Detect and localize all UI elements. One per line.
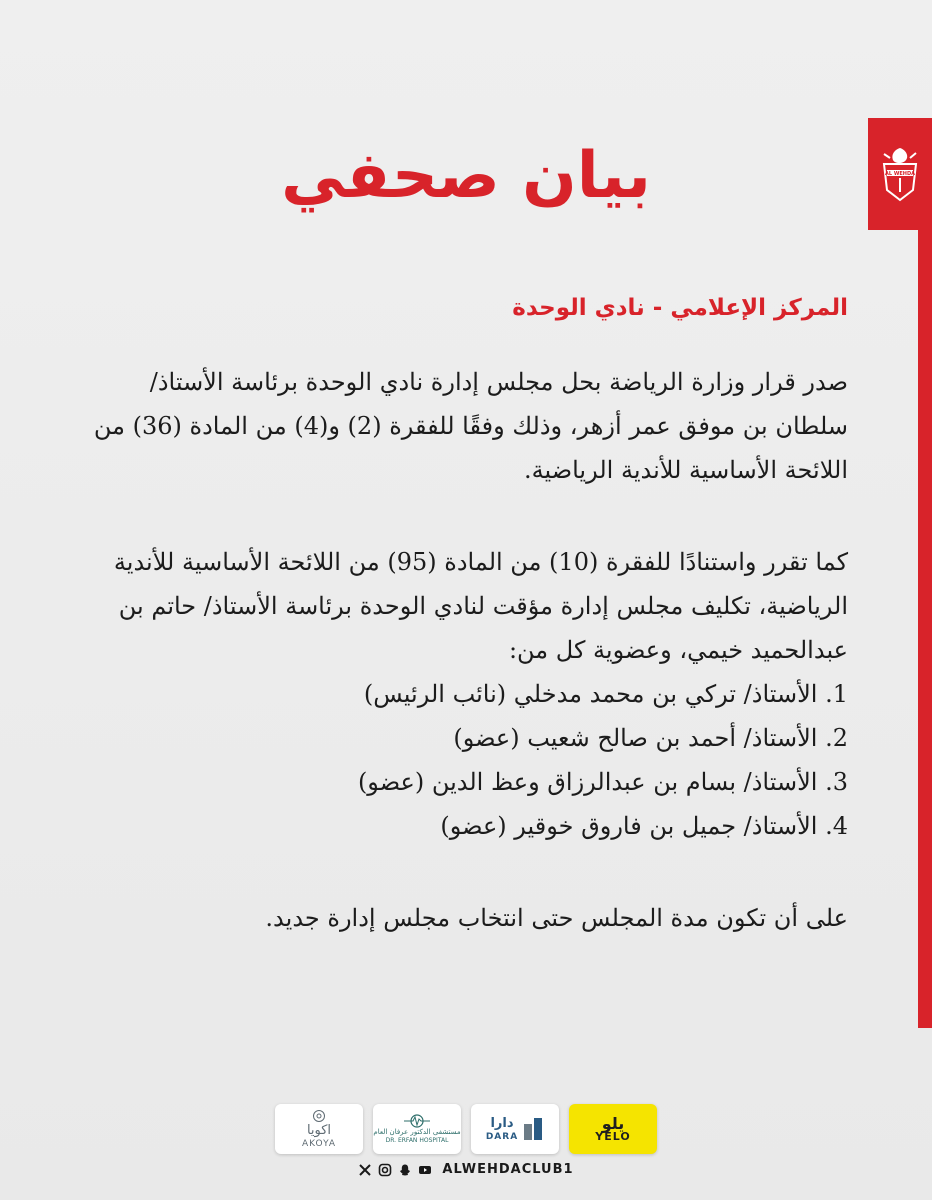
sponsor-dara-ar: دارا: [490, 1115, 514, 1131]
sponsor-dara-en: DARA: [485, 1131, 519, 1142]
social-handle[interactable]: ALWEHDACLUB1: [442, 1162, 574, 1177]
sponsor-akoya: [275, 1104, 363, 1154]
member-item: 2. الأستاذ/ أحمد بن صالح شعيب (عضو): [453, 724, 848, 752]
sponsor-akoya-en: AKOYA: [301, 1138, 337, 1149]
instagram-icon[interactable]: [378, 1163, 392, 1177]
member-item: 3. الأستاذ/ بسام بن عبدالرزاق وعظ الدين (عضو): [357, 768, 848, 796]
social-links: [0, 1162, 932, 1177]
dara-building-logo: [522, 1116, 544, 1142]
akoya-flower-logo: [311, 1109, 327, 1123]
x-icon[interactable]: [358, 1163, 372, 1177]
sponsor-akoya-ar: اكويا: [306, 1122, 332, 1138]
hospital-heart-logo: [402, 1114, 432, 1128]
sponsor-yelo-en: YELO: [595, 1129, 631, 1143]
members-list: [88, 672, 848, 848]
club-badge-text: AL WEHDA: [885, 171, 915, 177]
sponsor-hospital-en: DR. ERFAN HOSPITAL: [385, 1136, 449, 1144]
paragraph-1: صدر قرار وزارة الرياضة بحل مجلس إدارة نادي الوحدة برئاسة الأستاذ/ سلطان بن موفق عمر أزهر، وذلك وفقًا للفقرة (2) و(4) من المادة (36) من اللائحة الأساسية للأندية الرياضية.: [93, 368, 848, 484]
member-item: 4. الأستاذ/ جميل بن فاروق خوقير (عضو): [440, 812, 848, 840]
statement-body: [88, 290, 848, 940]
member-item: 1. الأستاذ/ تركي بن محمد مدخلي (نائب الرئيس): [363, 680, 848, 708]
closing-statement: على أن تكون مدة المجلس حتى انتخاب مجلس إدارة جديد.: [265, 904, 848, 932]
sponsor-yelo-ar: يلو: [601, 1113, 625, 1133]
sponsor-hospital: [373, 1104, 461, 1154]
snapchat-icon[interactable]: [398, 1163, 412, 1177]
sponsor-dara: [471, 1104, 559, 1154]
youtube-icon[interactable]: [418, 1163, 432, 1177]
sponsor-logos: [0, 1104, 932, 1154]
sponsor-hospital-ar: مستشفى الدكتور عرفان العام: [373, 1127, 461, 1136]
page-title: بيان صحفي: [281, 139, 651, 213]
subtitle: المركز الإعلامي - نادي الوحدة: [512, 295, 848, 321]
sponsor-yelo: [569, 1104, 657, 1154]
paragraph-2: كما تقرر واستنادًا للفقرة (10) من المادة (95) من اللائحة الأساسية للأندية الرياضية، تكليف مجلس إدارة مؤقت لنادي الوحدة برئاسة الأستاذ/ حاتم بن عبدالحميد خيمي، وعضوية كل من:: [113, 548, 848, 664]
red-side-bar: [918, 118, 932, 1028]
